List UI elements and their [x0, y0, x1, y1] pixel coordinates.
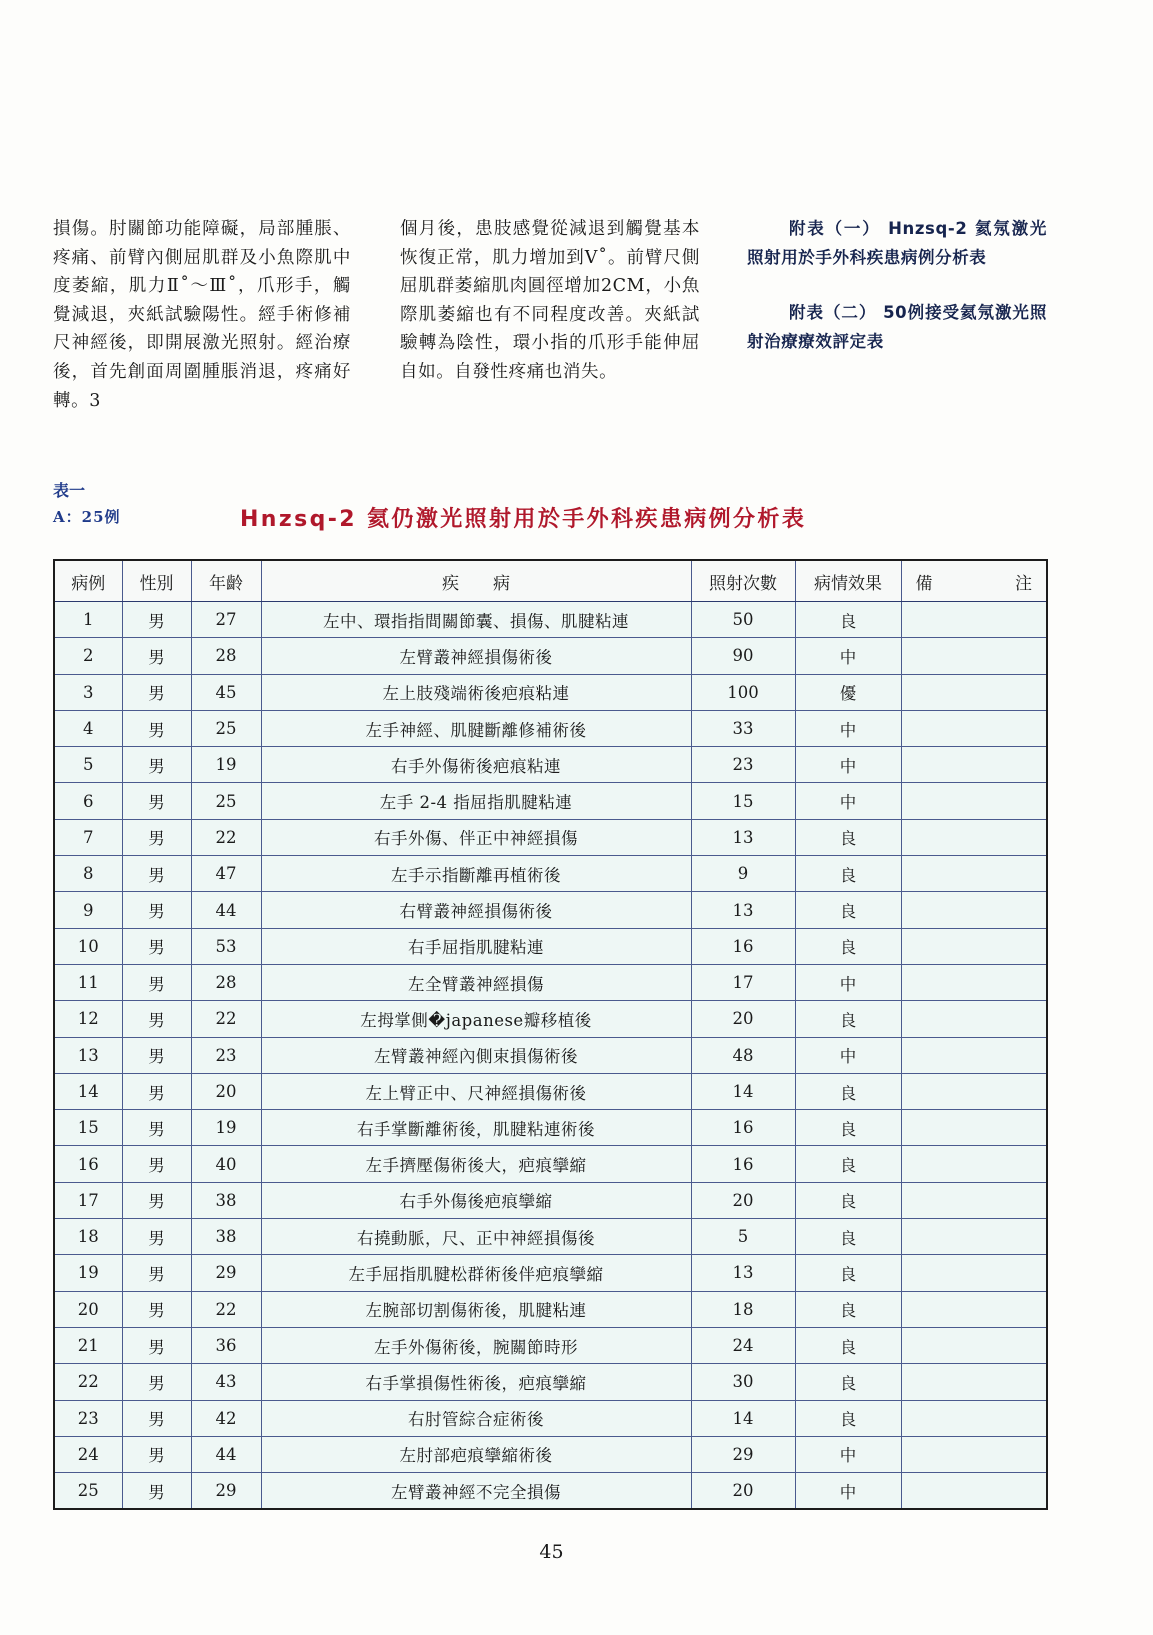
cell-case: 1: [54, 602, 122, 638]
cell-effect: 中: [795, 1037, 901, 1073]
appendix-item-1: 附表（一） Hnzsq-2 氦氖激光照射用於手外科疾患病例分析表: [747, 219, 1047, 267]
appendix-list: [747, 215, 1047, 383]
cell-case: 6: [54, 783, 122, 819]
cell-remark: [901, 964, 1047, 1000]
cell-irradiation-count: 100: [691, 674, 795, 710]
cell-gender: 男: [122, 710, 191, 746]
cell-case: 21: [54, 1327, 122, 1363]
cell-disease: 左全臂叢神經損傷: [261, 964, 691, 1000]
cell-disease: 左手 2-4 指屈指肌腱粘連: [261, 783, 691, 819]
cell-remark: [901, 638, 1047, 674]
cell-disease: 右手屈指肌腱粘連: [261, 928, 691, 964]
cell-remark: [901, 1073, 1047, 1109]
cell-irradiation-count: 20: [691, 1001, 795, 1037]
cell-remark: [901, 1364, 1047, 1400]
cell-disease: 右臂叢神經損傷術後: [261, 892, 691, 928]
cell-case: 24: [54, 1436, 122, 1472]
table-row: [54, 1327, 1047, 1363]
table-case-count: A：25例: [53, 508, 121, 526]
cell-case: 10: [54, 928, 122, 964]
header-age: 年齡: [191, 560, 261, 602]
header-effect: 病情效果: [795, 560, 901, 602]
cell-gender: 男: [122, 1146, 191, 1182]
header-irradiation-count: 照射次數: [691, 560, 795, 602]
cell-gender: 男: [122, 1473, 191, 1510]
cell-irradiation-count: 13: [691, 819, 795, 855]
table-row: [54, 674, 1047, 710]
table-row: [54, 1255, 1047, 1291]
cell-remark: [901, 1001, 1047, 1037]
body-paragraph: 個月後，患肢感覺從減退到觸覺基本恢復正常，肌力增加到Ⅴ˚。前臂尺側屈肌群萎縮肌肉圓徑增加2CM，小魚際肌萎縮也有不同程度改善。夾紙試驗轉為陰性，環小指的爪形手能伸屈自如。自發性疼痛也消失。: [400, 219, 700, 382]
cell-age: 28: [191, 964, 261, 1000]
cell-effect: 中: [795, 783, 901, 819]
table-header-row: [54, 560, 1047, 602]
cell-case: 4: [54, 710, 122, 746]
cell-case: 9: [54, 892, 122, 928]
cell-disease: 左腕部切割傷術後，肌腱粘連: [261, 1291, 691, 1327]
cell-disease: 右手掌斷離術後，肌腱粘連術後: [261, 1110, 691, 1146]
cell-age: 38: [191, 1219, 261, 1255]
cell-irradiation-count: 17: [691, 964, 795, 1000]
cell-remark: [901, 710, 1047, 746]
cell-effect: 中: [795, 964, 901, 1000]
cell-age: 19: [191, 747, 261, 783]
cell-irradiation-count: 16: [691, 928, 795, 964]
table-row: [54, 819, 1047, 855]
table-row: [54, 856, 1047, 892]
table-label: 表一: [53, 481, 86, 500]
cell-irradiation-count: 20: [691, 1473, 795, 1510]
cell-gender: 男: [122, 856, 191, 892]
cell-irradiation-count: 30: [691, 1364, 795, 1400]
cell-irradiation-count: 24: [691, 1327, 795, 1363]
table-body: [54, 602, 1047, 1510]
cell-gender: 男: [122, 892, 191, 928]
cell-age: 22: [191, 1001, 261, 1037]
table-row: [54, 1110, 1047, 1146]
cell-remark: [901, 747, 1047, 783]
cell-age: 42: [191, 1400, 261, 1436]
table-row: [54, 1436, 1047, 1472]
cell-age: 47: [191, 856, 261, 892]
cell-disease: 右手外傷術後疤痕粘連: [261, 747, 691, 783]
cell-remark: [901, 1327, 1047, 1363]
cell-age: 20: [191, 1073, 261, 1109]
table-row: [54, 1473, 1047, 1510]
cell-gender: 男: [122, 1001, 191, 1037]
cell-effect: 良: [795, 1073, 901, 1109]
cell-irradiation-count: 5: [691, 1219, 795, 1255]
cell-disease: 左手擠壓傷術後大，疤痕攣縮: [261, 1146, 691, 1182]
cell-remark: [901, 892, 1047, 928]
table-row: [54, 602, 1047, 638]
cell-age: 53: [191, 928, 261, 964]
cell-effect: 良: [795, 819, 901, 855]
cell-irradiation-count: 33: [691, 710, 795, 746]
cell-case: 16: [54, 1146, 122, 1182]
cell-case: 23: [54, 1400, 122, 1436]
cell-effect: 良: [795, 1400, 901, 1436]
cell-effect: 良: [795, 602, 901, 638]
cell-gender: 男: [122, 602, 191, 638]
cell-case: 7: [54, 819, 122, 855]
cell-age: 44: [191, 892, 261, 928]
cell-case: 18: [54, 1219, 122, 1255]
cell-age: 22: [191, 1291, 261, 1327]
cell-irradiation-count: 9: [691, 856, 795, 892]
cell-gender: 男: [122, 1400, 191, 1436]
cell-remark: [901, 856, 1047, 892]
table-row: [54, 1291, 1047, 1327]
body-text-column-1: [53, 215, 351, 415]
table-row: [54, 928, 1047, 964]
cell-age: 23: [191, 1037, 261, 1073]
cell-gender: 男: [122, 1219, 191, 1255]
body-text-column-2: [400, 215, 700, 387]
cell-gender: 男: [122, 1037, 191, 1073]
cell-irradiation-count: 14: [691, 1073, 795, 1109]
cell-effect: 優: [795, 674, 901, 710]
cell-irradiation-count: 50: [691, 602, 795, 638]
cell-irradiation-count: 23: [691, 747, 795, 783]
cell-irradiation-count: 29: [691, 1436, 795, 1472]
header-remark-char-1: 備: [915, 573, 933, 594]
cell-irradiation-count: 16: [691, 1146, 795, 1182]
cell-disease: 左手神經、肌腱斷離修補術後: [261, 710, 691, 746]
cell-case: 25: [54, 1473, 122, 1510]
cell-age: 29: [191, 1473, 261, 1510]
cell-remark: [901, 1110, 1047, 1146]
cell-gender: 男: [122, 674, 191, 710]
cell-gender: 男: [122, 928, 191, 964]
table-title: Hnzsq-2 氦仍激光照射用於手外科疾患病例分析表: [240, 507, 807, 532]
cell-gender: 男: [122, 1182, 191, 1218]
cell-effect: 良: [795, 856, 901, 892]
cell-age: 27: [191, 602, 261, 638]
cell-disease: 左上肢殘端術後疤痕粘連: [261, 674, 691, 710]
cell-age: 43: [191, 1364, 261, 1400]
cell-remark: [901, 674, 1047, 710]
cell-age: 29: [191, 1255, 261, 1291]
cell-disease: 左拇掌側�japanese瓣移植後: [261, 1001, 691, 1037]
table-row: [54, 1400, 1047, 1436]
cell-case: 14: [54, 1073, 122, 1109]
table-row: [54, 892, 1047, 928]
table-row: [54, 747, 1047, 783]
cell-remark: [901, 1037, 1047, 1073]
cell-irradiation-count: 15: [691, 783, 795, 819]
table-row: [54, 1001, 1047, 1037]
cell-age: 19: [191, 1110, 261, 1146]
table-row: [54, 710, 1047, 746]
cell-gender: 男: [122, 747, 191, 783]
cell-remark: [901, 1255, 1047, 1291]
cell-case: 5: [54, 747, 122, 783]
cell-effect: 良: [795, 1255, 901, 1291]
cell-case: 17: [54, 1182, 122, 1218]
cell-irradiation-count: 13: [691, 1255, 795, 1291]
cell-disease: 右撓動脈，尺、正中神經損傷後: [261, 1219, 691, 1255]
cell-disease: 右手掌損傷性術後，疤痕攣縮: [261, 1364, 691, 1400]
cell-age: 44: [191, 1436, 261, 1472]
cell-age: 28: [191, 638, 261, 674]
header-gender: 性別: [122, 560, 191, 602]
table-row: [54, 964, 1047, 1000]
cell-disease: 右手外傷、伴正中神經損傷: [261, 819, 691, 855]
cell-effect: 良: [795, 1364, 901, 1400]
cell-disease: 左手外傷術後，腕關節時形: [261, 1327, 691, 1363]
cell-case: 19: [54, 1255, 122, 1291]
cell-disease: 左中、環指指間關節囊、損傷、肌腱粘連: [261, 602, 691, 638]
cell-remark: [901, 1146, 1047, 1182]
table-row: [54, 1219, 1047, 1255]
cell-effect: 良: [795, 1219, 901, 1255]
cell-age: 36: [191, 1327, 261, 1363]
cell-case: 22: [54, 1364, 122, 1400]
table-row: [54, 1364, 1047, 1400]
cell-age: 40: [191, 1146, 261, 1182]
cell-remark: [901, 1182, 1047, 1218]
cell-gender: 男: [122, 964, 191, 1000]
page-number: 45: [539, 1541, 564, 1563]
cell-case: 13: [54, 1037, 122, 1073]
cell-case: 8: [54, 856, 122, 892]
cell-remark: [901, 819, 1047, 855]
header-remark: [901, 560, 1047, 602]
cell-gender: 男: [122, 819, 191, 855]
cell-effect: 良: [795, 928, 901, 964]
cell-effect: 中: [795, 1473, 901, 1510]
cell-gender: 男: [122, 1436, 191, 1472]
cell-irradiation-count: 48: [691, 1037, 795, 1073]
cell-disease: 左手屈指肌腱松群術後伴疤痕攣縮: [261, 1255, 691, 1291]
cell-gender: 男: [122, 638, 191, 674]
cell-gender: 男: [122, 1110, 191, 1146]
cell-disease: 左臂叢神經內側束損傷術後: [261, 1037, 691, 1073]
cell-effect: 良: [795, 1291, 901, 1327]
cell-irradiation-count: 14: [691, 1400, 795, 1436]
cell-irradiation-count: 18: [691, 1291, 795, 1327]
cell-effect: 良: [795, 1001, 901, 1037]
cell-gender: 男: [122, 1073, 191, 1109]
cell-age: 45: [191, 674, 261, 710]
cell-age: 25: [191, 710, 261, 746]
cell-effect: 良: [795, 1327, 901, 1363]
cell-remark: [901, 1436, 1047, 1472]
cell-gender: 男: [122, 1291, 191, 1327]
cell-effect: 良: [795, 1182, 901, 1218]
cell-gender: 男: [122, 1364, 191, 1400]
cell-gender: 男: [122, 783, 191, 819]
cell-age: 22: [191, 819, 261, 855]
cell-disease: 右肘管綜合症術後: [261, 1400, 691, 1436]
table-row: [54, 1146, 1047, 1182]
cell-age: 38: [191, 1182, 261, 1218]
cell-disease: 左臂叢神經損傷術後: [261, 638, 691, 674]
cell-effect: 中: [795, 747, 901, 783]
table-row: [54, 1037, 1047, 1073]
cell-remark: [901, 602, 1047, 638]
cell-case: 3: [54, 674, 122, 710]
header-case: 病例: [54, 560, 122, 602]
header-disease: 疾 病: [261, 560, 691, 602]
cell-gender: 男: [122, 1255, 191, 1291]
cell-age: 25: [191, 783, 261, 819]
cell-case: 11: [54, 964, 122, 1000]
cell-effect: 中: [795, 638, 901, 674]
table-row: [54, 1182, 1047, 1218]
cell-disease: 左肘部疤痕攣縮術後: [261, 1436, 691, 1472]
cell-gender: 男: [122, 1327, 191, 1363]
cell-irradiation-count: 90: [691, 638, 795, 674]
cell-effect: 良: [795, 1146, 901, 1182]
cell-remark: [901, 928, 1047, 964]
cell-remark: [901, 1291, 1047, 1327]
cell-disease: 左臂叢神經不完全損傷: [261, 1473, 691, 1510]
cell-effect: 中: [795, 1436, 901, 1472]
cell-remark: [901, 1473, 1047, 1510]
table-row: [54, 638, 1047, 674]
cell-irradiation-count: 20: [691, 1182, 795, 1218]
table-row: [54, 783, 1047, 819]
body-paragraph: 損傷。肘關節功能障礙，局部腫脹、疼痛、前臂內側屈肌群及小魚際肌中度萎縮，肌力Ⅱ˚～Ⅲ˚，爪形手，觸覺減退，夾紙試驗陽性。經手術修補尺神經後，即開展激光照射。經治療後，首先創面周圍腫脹消退，疼痛好轉。3: [53, 219, 351, 411]
cell-disease: 右手外傷後疤痕攣縮: [261, 1182, 691, 1218]
cell-disease: 左手示指斷離再植術後: [261, 856, 691, 892]
cell-effect: 中: [795, 710, 901, 746]
cell-effect: 良: [795, 892, 901, 928]
header-remark-char-2: 注: [1015, 573, 1032, 594]
cell-case: 2: [54, 638, 122, 674]
cell-effect: 良: [795, 1110, 901, 1146]
cell-remark: [901, 1219, 1047, 1255]
table-row: [54, 1073, 1047, 1109]
case-analysis-table: [53, 559, 1048, 1510]
cell-remark: [901, 783, 1047, 819]
cell-irradiation-count: 16: [691, 1110, 795, 1146]
cell-case: 15: [54, 1110, 122, 1146]
cell-case: 20: [54, 1291, 122, 1327]
cell-case: 12: [54, 1001, 122, 1037]
cell-disease: 左上臂正中、尺神經損傷術後: [261, 1073, 691, 1109]
cell-irradiation-count: 13: [691, 892, 795, 928]
cell-remark: [901, 1400, 1047, 1436]
appendix-item-2: 附表（二） 50例接受氦氖激光照射治療療效評定表: [747, 303, 1047, 351]
